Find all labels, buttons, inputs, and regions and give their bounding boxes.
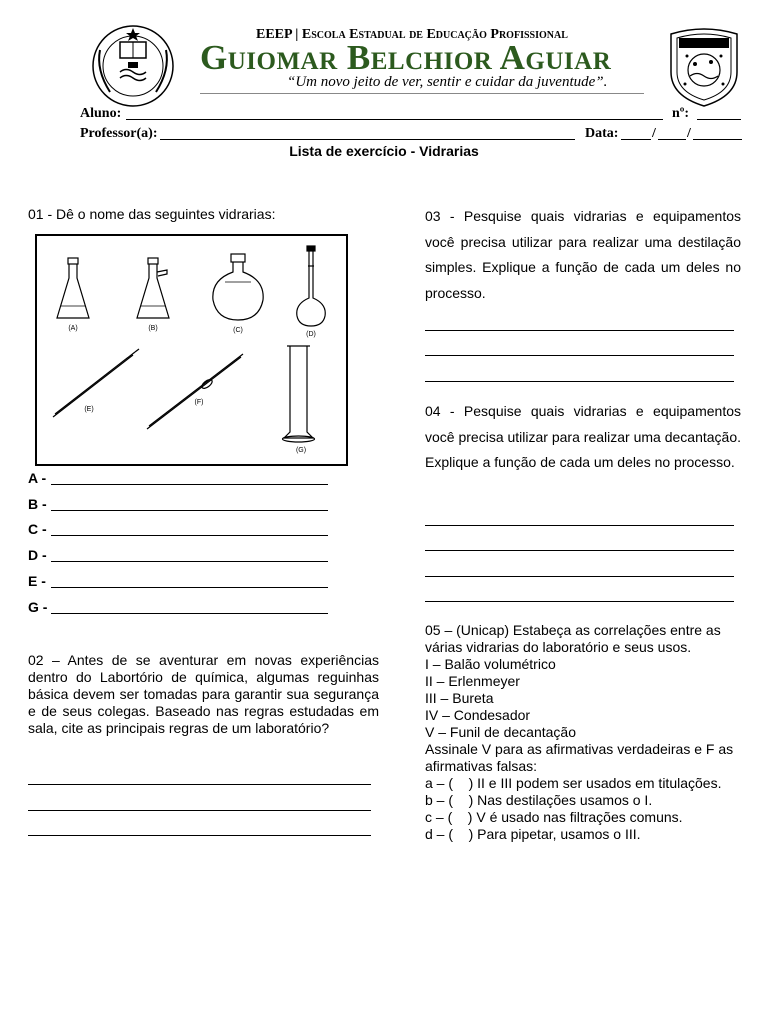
fig-label-a: (A) xyxy=(68,325,78,332)
answer-field-a[interactable] xyxy=(51,484,328,485)
fig-label-d: (D) xyxy=(306,331,316,338)
fig-label-c: (C) xyxy=(233,327,243,334)
date-month-field[interactable] xyxy=(658,139,686,140)
q04-answer-line-1[interactable] xyxy=(425,525,734,526)
fig-label-g: (G) xyxy=(295,447,307,454)
answer-label-g: G - xyxy=(28,599,48,615)
school-motto: “Um novo jeito de ver, sentir e cuidar da juventude”. xyxy=(287,74,608,90)
q04-answer-line-3[interactable] xyxy=(425,576,734,577)
q05-instruction: Assinale V para as afirmativas verdadeiras e F as afirmativas falsas: xyxy=(425,741,734,774)
erlenmeyer-icon xyxy=(57,258,89,318)
school-type: Escola Estadual de Educação Profissional xyxy=(301,27,568,42)
q01-text: 01 - Dê o nome das seguintes vidrarias: xyxy=(28,206,276,222)
q02-answer-line-1[interactable] xyxy=(28,784,371,785)
answer-field-d[interactable] xyxy=(51,561,328,562)
date-day-field[interactable] xyxy=(621,139,651,140)
left-logo xyxy=(88,20,178,110)
q05-intro: 05 – (Unicap) Estabeça as correlações entre as várias vidrarias do laboratório e seus usos. xyxy=(425,622,721,655)
q02-answer-line-2[interactable] xyxy=(28,810,371,811)
q02-answer-line-3[interactable] xyxy=(28,835,371,836)
q04-answer-line-2[interactable] xyxy=(425,550,734,551)
aluno-field[interactable] xyxy=(126,119,663,120)
fig-label-b: (B) xyxy=(148,325,158,332)
kitasato-flask-icon xyxy=(137,258,169,318)
answer-field-b[interactable] xyxy=(51,510,328,511)
fig-label-e: (E) xyxy=(84,406,94,413)
glassware-figure xyxy=(35,234,348,466)
q03-answer-line-2[interactable] xyxy=(425,355,734,356)
eeep-label: EEEP | xyxy=(256,27,299,42)
q05-item-4: IV – Condesador xyxy=(425,707,531,723)
professor-label: Professor(a): xyxy=(80,126,158,141)
answer-field-g[interactable] xyxy=(51,613,328,614)
aluno-row xyxy=(80,106,121,122)
numero-field[interactable] xyxy=(697,119,741,120)
q04-answer-line-4[interactable] xyxy=(425,601,734,602)
q05-statement-a[interactable]: a – ( ) II e III podem ser usados em titulações. xyxy=(425,775,722,791)
graduated-cylinder-icon xyxy=(283,346,315,442)
graduated-pipette-icon xyxy=(147,354,243,429)
right-logo xyxy=(665,22,743,108)
q05-item-3: III – Bureta xyxy=(425,690,494,706)
volumetric-flask-icon xyxy=(297,246,326,326)
date-sep-2: / xyxy=(687,126,691,141)
q04-text: 04 - Pesquise quais vidrarias e equipamentos você precisa utilizar para realizar uma decantação. Explique a função de cada um deles no processo. xyxy=(425,403,741,470)
answer-label-a: A - xyxy=(28,470,47,486)
answer-label-c: C - xyxy=(28,521,47,537)
answer-field-c[interactable] xyxy=(51,535,328,536)
q05-item-5: V – Funil de decantação xyxy=(425,724,576,740)
q02-text: 02 – Antes de se aventurar em novas experiências dentro do Labortório de química, algumas reguinhas básica devem ser tomadas para garantir sua segurança e de seus colegas. Baseado nas regras estudadas em sala, cite as principais regras de um laboratório? xyxy=(28,652,379,736)
q05-item-1: I – Balão volumétrico xyxy=(425,656,556,672)
round-flask-icon xyxy=(213,254,263,320)
professor-field[interactable] xyxy=(160,139,575,140)
data-label: Data: xyxy=(585,126,619,141)
school-name: Guiomar Belchior Aguiar xyxy=(200,38,612,77)
header-underline xyxy=(200,93,644,94)
q05-statement-b[interactable]: b – ( ) Nas destilações usamos o I. xyxy=(425,792,653,808)
pipette-icon xyxy=(53,349,139,417)
q03-answer-line-1[interactable] xyxy=(425,330,734,331)
q03-answer-line-3[interactable] xyxy=(425,381,734,382)
q05-statement-c[interactable]: c – ( ) V é usado nas filtrações comuns. xyxy=(425,809,683,825)
answer-field-e[interactable] xyxy=(51,587,328,588)
answer-label-b: B - xyxy=(28,496,47,512)
date-sep-1: / xyxy=(652,126,656,141)
numero-label: nº: xyxy=(672,106,690,121)
page-title: Lista de exercício - Vidrarias xyxy=(289,143,479,159)
aluno-label: Aluno: xyxy=(80,106,122,121)
fig-label-f: (F) xyxy=(194,399,204,406)
q03-text: 03 - Pesquise quais vidrarias e equipamentos você precisa utilizar para realizar uma destilação simples. Explique a função de cada um deles no processo. xyxy=(425,208,741,301)
q05-item-2: II – Erlenmeyer xyxy=(425,673,520,689)
q05-block xyxy=(425,622,745,843)
q05-statement-d[interactable]: d – ( ) Para pipetar, usamos o III. xyxy=(425,826,641,842)
answer-label-d: D - xyxy=(28,547,47,563)
answer-label-e: E - xyxy=(28,573,46,589)
date-year-field[interactable] xyxy=(693,139,742,140)
